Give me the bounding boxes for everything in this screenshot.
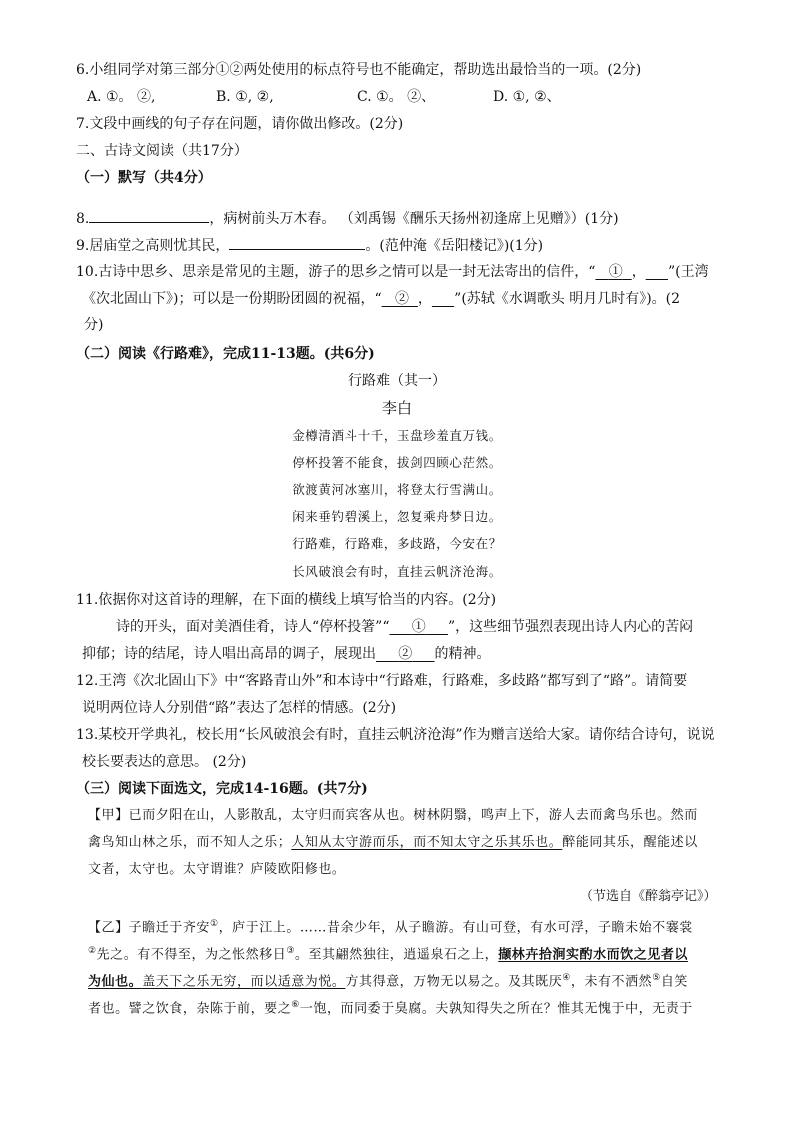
q13-line-2: 校长要表达的意思。 (2分) <box>82 754 247 770</box>
q12-line-1: 12.王湾《次北固山下》中“客路青山外”和本诗中“行路难，行路难，多歧路”都写到了“路”。请简要 <box>76 673 688 689</box>
subsection-3-heading: （三）阅读下面选文，完成14-16题。(共7分) <box>76 781 368 797</box>
q10-marker-2: ② <box>394 291 409 307</box>
passage-yi-text: ，未有不洒然 <box>570 974 653 990</box>
q10-blank-2b[interactable] <box>432 291 454 307</box>
q10-line-1: 10.古诗中思乡、思亲是常见的主题，游子的思乡之情可以是一封无法寄出的信件，“ ① ， ”(王湾 <box>76 264 709 280</box>
q9-text-before: 9.居庙堂之高则忧其民， <box>76 238 230 254</box>
footnote-marker: ③ <box>286 946 295 956</box>
q11-line-1 <box>116 617 693 637</box>
q8-number: 8. <box>76 211 90 227</box>
q11-line-2 <box>82 644 491 664</box>
q11-text-1a: 诗的开头，面对美酒佳肴，诗人“停杯投箸”“ <box>116 619 390 635</box>
passage-yi-text: 方其得意，万物无以易之。及其既厌 <box>345 974 563 990</box>
q6-option-b[interactable]: B. ①, ②, <box>216 89 274 105</box>
q8-text: ，病树前头万木春。 （刘禹锡《酬乐天扬州初逢席上见赠》）(1分) <box>209 211 619 227</box>
passage-jia-text: 禽鸟知山林之乐，而不知人之乐； <box>88 835 292 850</box>
subsection-2-heading: （二）阅读《行路难》，完成11-13题。(共6分) <box>76 346 375 362</box>
passage-jia-line-1: 【甲】已而夕阳在山，人影散乱，太守归而宾客从也。树林阴翳，鸣声上下，游人去而禽鸟乐也。然而 <box>88 808 698 823</box>
passage-yi-text: 自笑 <box>660 974 688 990</box>
q10-text-2a: 《次北固山下》)；可以是一份期盼团圆的祝福，“ <box>82 291 382 307</box>
poem-line: 行路难，行路难，多歧路，今安在？ <box>292 536 502 551</box>
q10-line-3: 分) <box>84 317 104 333</box>
q6-option-a[interactable]: A. ①。 ②, <box>87 89 156 105</box>
q9-text-after: 。(范仲淹《岳阳楼记》)(1分) <box>365 238 544 254</box>
passage-yi-underlined-sentence: 盖天下之乐无穷，而以适意为悦。 <box>142 974 346 990</box>
poem-line: 停杯投箸不能食，拔剑四顾心茫然。 <box>292 455 502 470</box>
passage-yi-line-1 <box>88 914 693 938</box>
q11-text-1b: ”，这些细节强烈表现出诗人内心的苦闷 <box>448 619 694 635</box>
passage-jia-source: （节选自《醉翁亭记》） <box>580 889 717 904</box>
footnote-marker: ⑤ <box>652 973 661 983</box>
subsection-1-heading: （一）默写（共4分） <box>76 170 212 186</box>
q8-answer-blank[interactable] <box>89 206 209 223</box>
q6-stem: 6.小组同学对第三部分①②两处使用的标点符号也不能确定，帮助选出最恰当的一项。(2分) <box>76 62 642 78</box>
q13-line-1: 13.某校开学典礼，校长用“长风破浪会有时，直挂云帆济沧海”作为赠言送给大家。请你结合诗句，说说 <box>76 727 715 743</box>
q10-blank-1[interactable] <box>595 264 631 280</box>
passage-jia-underlined-sentence: 人知从太守游而乐，而不知太守之乐其乐也。 <box>291 835 563 850</box>
footnote-marker: ① <box>209 919 219 929</box>
footnote-marker: ② <box>88 946 97 956</box>
q11-text-2a: 抑郁；诗的结尾，诗人唱出高昂的调子，展现出 <box>82 646 376 662</box>
footnote-marker: ⑥ <box>291 1000 300 1010</box>
q9-answer-blank[interactable] <box>229 233 365 250</box>
q10-marker-1: ① <box>608 264 623 280</box>
q10-text-1a: 10.古诗中思乡、思亲是常见的主题，游子的思乡之情可以是一封无法寄出的信件，“ <box>76 264 596 280</box>
footnote-marker: ④ <box>562 973 571 983</box>
q11-blank-2[interactable] <box>376 646 435 662</box>
passage-jia-text: 醉能同其乐，醒能述以 <box>562 835 698 850</box>
passage-jia-line-2 <box>88 833 698 853</box>
passage-yi-text: 者也。譬之饮食，杂陈于前，要之 <box>88 1001 292 1017</box>
q7-stem: 7.文段中画线的句子存在问题，请你做出修改。(2分) <box>76 116 404 132</box>
passage-jia-line-3: 文者，太守也。太守谓谁？庐陵欧阳修也。 <box>88 862 346 877</box>
q11-marker-2: ② <box>398 646 413 662</box>
passage-yi-text: 一饱，而同委于臭腐。夫孰知得失之所在？惟其无愧于中，无责于 <box>299 1001 693 1017</box>
q11-marker-1: ① <box>411 619 426 635</box>
q10-text-1b: ”(王湾 <box>667 264 709 280</box>
poem-line: 欲渡黄河冰塞川，将登太行雪满山。 <box>292 482 502 497</box>
passage-yi-text: ，庐于江上。……昔余少年，从子瞻游。有山可登，有水可浮，子瞻未始不褰裳 <box>218 920 693 936</box>
q10-blank-1b[interactable] <box>646 264 668 280</box>
q9-line <box>76 233 543 256</box>
passage-yi-line-4 <box>88 995 693 1019</box>
passage-yi-bold-underlined: 撷林卉拾涧实酌水而饮之见者以 <box>498 947 688 963</box>
passage-yi-line-3 <box>88 968 688 992</box>
q10-blank-2[interactable] <box>382 291 418 307</box>
poem-line: 长风破浪会有时，直挂云帆济沧海。 <box>292 564 502 579</box>
passage-yi-text: 。至其翩然独往，逍遥泉石之上， <box>294 947 499 963</box>
poem-title: 行路难（其一） <box>348 373 446 389</box>
poem-line: 金樽清酒斗十千，玉盘珍羞直万钱。 <box>292 428 502 443</box>
q8-line <box>76 206 619 229</box>
q11-text-2b: 的精神。 <box>434 646 491 662</box>
q6-option-c[interactable]: C. ①。 ②、 <box>357 89 436 105</box>
q11-blank-1[interactable] <box>389 619 448 635</box>
q10-text-2b: ”(苏轼《水调歌头 明月几时有》)。(2 <box>454 291 681 307</box>
q10-line-2: 《次北固山下》)；可以是一份期盼团圆的祝福，“ ② ， ”(苏轼《水调歌头 明月几时有》)。(2 <box>82 291 681 307</box>
passage-yi-line-2 <box>88 941 688 965</box>
poem-author: 李白 <box>381 399 412 417</box>
poem-line: 闲来垂钓碧溪上，忽复乘舟梦日边。 <box>292 509 502 524</box>
q11-stem: 11.依据你对这首诗的理解，在下面的横线上填写恰当的内容。(2分) <box>76 592 497 608</box>
q6-option-d[interactable]: D. ①, ②、 <box>493 89 561 105</box>
passage-yi-bold-underlined: 为仙也。 <box>88 974 143 990</box>
passage-yi-text: 【乙】子瞻迁于齐安 <box>88 920 210 936</box>
passage-yi-text: 先之。有不得至，为之怅然移日 <box>96 947 287 963</box>
section-2-heading: 二、古诗文阅读（共17分） <box>76 143 248 159</box>
q12-line-2: 说明两位诗人分别借“路”表达了怎样的情感。(2分) <box>82 700 397 716</box>
